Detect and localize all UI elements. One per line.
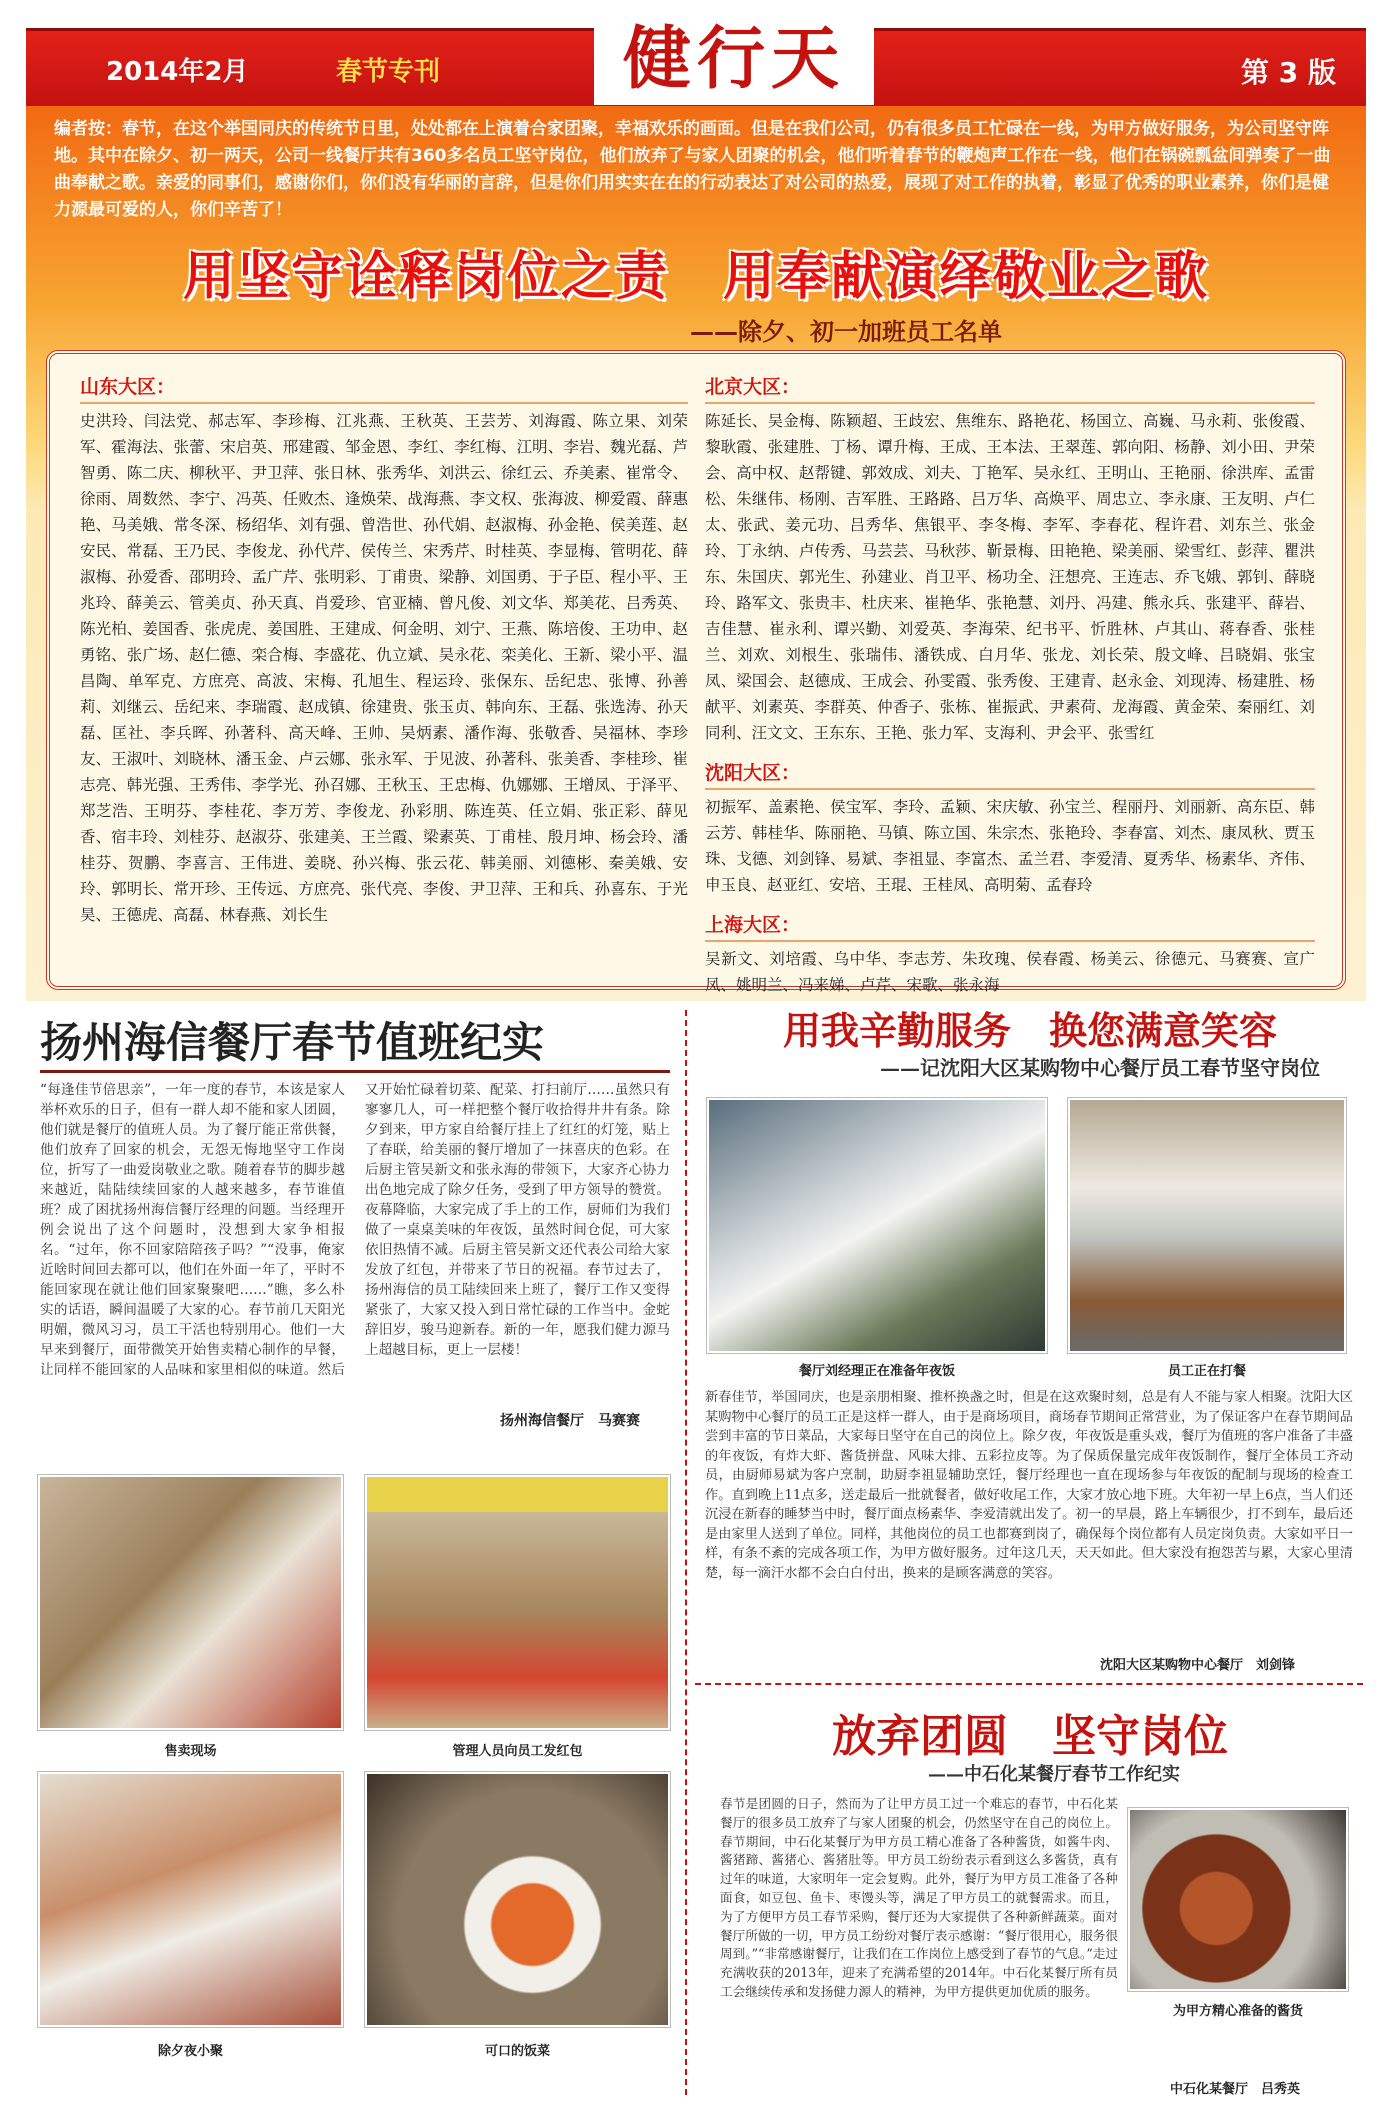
article1-body: “每逢佳节倍思亲”，一年一度的春节，本该是家人举杯欢乐的日子，但有一群人却不能和家人团圆，他们就是餐厅的值班人员。为了餐厅能正常供餐，他们放弃了回家的机会，无怨无悔地坚守工作岗位，折写了一曲爱岗敬业之歌。随着春节的脚步越来越近，陆陆续续回家的人越来越多，春节谁值班？成了困扰扬州海信餐厅经理的问题。当经理开例会说出了这个问题时，没想到大家争相报名。“过年，你不回家陪陪孩子吗？”“没事，俺家近啥时间回去都可以，他们在外面一年了，平时不能回家现在就让他们回家聚聚吧……”瞧，多么朴实的话语，瞬间温暖了大家的心。春节前几天阳光明媚，微风习习，员工干活也特别用心。他们一大早来到餐厅，面带微笑开始售卖精心制作的早餐，让同样不能回家的人品味和家里相似的味道。然后又开始忙碌着切菜、配菜、打扫前厅……虽然只有寥寥几人，可一样把整个餐厅收拾得井井有条。除夕到来，甲方家自给餐厅挂上了红红的灯笼，贴上了春联，给美丽的餐厅增加了一抹喜庆的色彩。在后厨主管吴新文和张永海的带领下，大家齐心协力出色地完成了除夕任务，受到了甲方领导的赞赏。夜幕降临，大家完成了手上的工作，厨师们为我们做了一桌桌美味的年夜饭，虽然时间仓促，可大家依旧热情不减。后厨主管吴新文还代表公司给大家发放了红包，并带来了节日的祝福。春节过去了，扬州海信的员工陆续回来上班了，餐厅工作又变得紧张了，大家又投入到日常忙碌的工作当中。金蛇辞旧岁，骏马迎新春。新的一年，愿我们健力源马上超越目标，更上一层楼！ <box>40 1082 670 1378</box>
names-shenyang: 初振军、盖素艳、侯宝军、李玲、孟颖、宋庆敏、孙宝兰、程丽丹、刘丽新、高东臣、韩云芳、韩桂华、陈丽艳、马镇、陈立国、朱宗杰、张艳玲、李春富、刘杰、康凤秋、贾玉珠、戈德、刘剑锋、易斌、李祖显、李富杰、孟兰君、李爱清、夏秀华、杨素华、齐伟、申玉良、赵亚红、安培、王琨、王桂凤、高明菊、孟春玲 <box>705 798 1315 894</box>
masthead-logo: 健行天 <box>594 9 874 109</box>
names-beijing: 陈延长、吴金梅、陈颖超、王歧宏、焦维东、路艳花、杨国立、高巍、马永莉、张俊霞、黎耿霞、张建胜、丁杨、谭升梅、王成、王本法、王翠莲、郭向阳、杨静、刘小田、尹荣会、高中权、赵帮键、郭效成、刘夫、丁艳军、吴永红、王明山、王艳丽、徐洪库、孟雷松、朱继伟、杨刚、吉军胜、王路路、吕万华、高焕平、周忠立、李永康、王友明、卢仁太、张武、姜元功、吕秀华、焦银平、李冬梅、李军、李春花、程许君、刘东兰、张金玲、丁永纳、卢传秀、马芸芸、马秋莎、靳景梅、田艳艳、梁美丽、梁雪红、彭萍、瞿洪东、朱国庆、郭光生、孙建业、肖卫平、杨功全、汪想亮、王连志、乔飞娥、郭钊、薛晓玲、路军文、张贵丰、杜庆来、崔艳华、张艳慧、刘丹、冯建、熊永兵、张建平、薛岩、吉佳慧、崔永利、谭兴勤、刘爱英、李海荣、纪书平、忻胜林、卢其山、蒋春香、张桂兰、刘欢、刘根生、张瑞伟、潘铁成、白月华、张龙、刘长荣、殷文峰、吕晓娟、张宝凤、梁国会、赵德成、王成会、孙雯霞、张秀俊、王建青、赵永金、刘现涛、杨建胜、杨献平、刘素英、李群英、仲香子、张栋、崔振武、尹素荷、龙海霞、黄金荣、秦丽红、刘同利、汪文文、王东东、王艳、张力军、支海利、尹会平、张雪红 <box>705 412 1315 742</box>
main-subheadline: ——除夕、初一加班员工名单 <box>690 318 1002 346</box>
caption-serving-meals: 员工正在打餐 <box>1167 1364 1246 1379</box>
caption-tasty-dishes: 可口的饭菜 <box>484 2044 550 2059</box>
photo-sales-scene <box>38 1475 343 1730</box>
issue-date: 2014年2月 <box>106 57 249 87</box>
article3-subtitle: ——中石化某餐厅春节工作纪实 <box>928 1764 1180 1785</box>
photo-serving-meals <box>1068 1098 1346 1353</box>
region-label-shenyang: 沈阳大区： <box>705 760 1315 790</box>
caption-red-envelopes: 管理人员向员工发红包 <box>452 1744 583 1759</box>
article2-bottom-rule <box>695 1683 1363 1685</box>
caption-manager-preparing: 餐厅刘经理正在准备年夜饭 <box>798 1364 955 1379</box>
article2-title: 用我辛勤服务 换您满意笑容 <box>782 1008 1277 1053</box>
article2-subtitle: ——记沈阳大区某购物中心餐厅员工春节坚守岗位 <box>880 1056 1320 1080</box>
article3-body: 春节是团圆的日子，然而为了让甲方员工过一个难忘的春节，中石化某餐厅的很多员工放弃了与家人团聚的机会，仍然坚守在自己的岗位上。春节期间，中石化某餐厅为甲方员工精心准备了各种酱货，如酱牛肉、酱猪蹄、酱猪心、酱猪肚等。甲方员工纷纷表示看到这么多酱货，真有过年的味道，大家明年一定会复购。此外，餐厅为甲方员工准备了各种面食，如豆包、鱼卡、枣馒头等，满足了甲方员工的就餐需求。而且，为了方便甲方员工春节采购，餐厅还为大家提供了各种新鲜蔬菜。面对餐厅所做的一切，甲方员工纷纷对餐厅表示感谢：“餐厅很用心，服务很周到。”“非常感谢餐厅，让我们在工作岗位上感受到了春节的气息。”走过充满收获的2013年，迎来了充满希望的2014年。中石化某餐厅所有员工会继续传承和发扬健力源人的精神，为甲方提供更加优质的服务。 <box>720 1796 1118 1999</box>
region-label-beijing: 北京大区： <box>705 374 1315 404</box>
caption-new-year-eve-dinner: 除夕夜小聚 <box>157 2044 223 2059</box>
article1-title: 扬州海信餐厅春节值班纪实 <box>40 1018 545 1067</box>
special-issue-label: 春节专刊 <box>336 57 441 87</box>
article1-title-rule <box>40 1070 670 1073</box>
region-label-shandong: 山东大区： <box>80 374 688 404</box>
edition-number: 第 3 版 <box>1241 56 1336 89</box>
masthead <box>26 19 1366 106</box>
article2-body: 新春佳节，举国同庆，也是亲朋相聚、推杯换盏之时，但是在这欢聚时刻，总是有人不能与家人相聚。沈阳大区某购物中心餐厅的员工正是这样一群人，由于是商场项目，商场春节期间正常营业，为了保证客户在春节期间品尝到丰富的节日菜品，大家每日坚守在自己的岗位上。除夕夜，年夜饭是重头戏，餐厅为值班的客户准备了丰盛的年夜饭，有炸大虾、酱货拼盘、风味大排、五彩拉皮等。为了保质保量完成年夜饭制作，餐厅全体员工齐动员，由厨师易斌为客户烹制，助厨李祖显辅助烹饪，餐厅经理也一直在现场参与年夜饭的配制与现场的检查工作。直到晚上11点多，送走最后一批就餐者，做好收尾工作，大家才放心地下班。大年初一早上6点，当人们还沉浸在新春的睡梦当中时，餐厅面点杨素华、李爱清就出发了。初一的早晨，路上车辆很少，打不到车，最后还是由家里人送到了单位。同样，其他岗位的员工也都赛到岗了，确保每个岗位都有人员定岗负责。大家如平日一样，有条不紊的完成各项工作，为甲方做好服务。过年这几天，天天如此。但大家没有抱怨苦与累，大家心里清楚，每一滴汗水都不会白白付出，换来的是顾客满意的笑容。 <box>705 1390 1353 1581</box>
photo-sauce-meats <box>1128 1808 1348 1991</box>
names-shanghai: 吴新文、刘培霞、乌中华、李志芳、朱玫瑰、侯春霞、杨美云、徐德元、马赛赛、宣广凤、姚明兰、冯来娣、卢芹、宋歌、张永海 <box>705 950 1315 994</box>
names-shandong: 史洪玲、闫法党、郝志军、李珍梅、江兆燕、王秋英、王芸芳、刘海霞、陈立果、刘荣军、霍海法、张蕾、宋启英、邢建霞、邹金恩、李红、李红梅、江明、李岩、魏光磊、芦智勇、陈二庆、柳秋平、尹卫萍、张日林、张秀华、刘洪云、徐红云、乔美素、崔常令、徐雨、周数然、李宁、冯英、任败杰、逢焕荣、战海燕、李文权、张海波、柳爱霞、薛惠艳、马美娥、常冬深、杨绍华、刘有强、曾浩世、孙代娟、赵淑梅、孙金艳、侯美莲、赵安民、常磊、王乃民、李俊龙、孙代芹、侯传兰、宋秀芹、时桂英、李显梅、管明花、薛淑梅、孙爱香、邵明玲、孟广芹、张明彩、丁甫贵、梁静、刘国勇、于子臣、程小平、王兆玲、薛美云、管美贞、孙天真、肖爱珍、官亚楠、曾凡俊、刘文华、郑美花、吕秀英、陈光柏、姜国香、张虎虎、姜国胜、王建成、何金明、刘宁、王燕、陈培俊、王功申、赵勇铭、张广场、赵仁德、栾合梅、李盛花、仇立斌、吴永花、栾美化、王新、梁小平、温昌陶、单军克、方庶亮、高波、宋梅、孔旭生、程运玲、张保东、岳纪忠、张博、孙善莉、刘继云、岳纪来、李瑞霞、赵成镇、徐建贵、张玉贞、韩向东、王磊、张选涛、孙天磊、匡社、李兵晖、孙著科、高天峰、王帅、吴炳素、潘作海、张敬香、吴福林、李珍友、王淑叶、刘晓林、潘玉金、卢云娜、张永军、于见波、孙著科、张美香、李桂珍、崔志亮、韩光强、王秀伟、李学光、孙召娜、王秋玉、王忠梅、仇娜娜、王增凤、于泽平、郑芝浩、王明芬、李桂花、李万芳、李俊龙、孙彩朋、陈连英、任立娟、张正彩、薛见香、宿丰玲、刘桂芬、赵淑芬、张建美、王兰霞、梁素英、丁甫桂、殷月坤、杨会玲、潘桂芬、贺鹏、李喜言、王伟进、姜晓、孙兴梅、张云花、韩美丽、刘德彬、秦美娥、安玲、郭明长、常开珍、王传远、方庶亮、张代亮、李俊、尹卫萍、王和兵、孙喜东、于光昊、王德虎、高磊、林春燕、刘长生 <box>80 412 688 924</box>
photo-tasty-dishes <box>365 1772 670 2027</box>
editor-note: 编者按：春节，在这个举国同庆的传统节日里，处处都在上演着合家团聚，幸福欢乐的画面。但是在我们公司，仍有很多员工忙碌在一线，为甲方做好服务，为公司坚守阵地。其中在除夕、初一两天，公司一线餐厅共有360多名员工坚守岗位，他们放弃了与家人团聚的机会，他们听着春节的鞭炮声工作在一线，他们在锅碗瓢盆间弹奏了一曲曲奉献之歌。亲爱的同事们，感谢你们，你们没有华丽的言辞，但是你们用实实在在的行动表达了对公司的热爱，展现了对工作的执着，彰显了优秀的职业素养，你们是健力源最可爱的人，你们辛苦了！ <box>54 119 1331 220</box>
hero-section <box>26 106 1366 1001</box>
article3-byline: 中石化某餐厅 吕秀英 <box>1170 2082 1301 2097</box>
name-list-right-column <box>705 374 1315 1012</box>
caption-sauce-meats: 为甲方精心准备的酱货 <box>1172 2004 1303 2019</box>
photo-manager-preparing <box>707 1098 1047 1353</box>
article1-byline: 扬州海信餐厅 马赛赛 <box>500 1413 640 1429</box>
photo-red-envelopes <box>365 1475 670 1730</box>
article3-title: 放弃团圆 坚守岗位 <box>832 1711 1228 1762</box>
main-headline: 用坚守诠释岗位之责 用奉献演绎敬业之歌 <box>182 247 1209 307</box>
column-divider <box>685 1010 687 2095</box>
caption-sales-scene: 售卖现场 <box>164 1744 217 1759</box>
name-list-left-column <box>80 374 688 942</box>
region-label-shanghai: 上海大区： <box>705 912 1315 942</box>
name-list-frame <box>46 350 1346 994</box>
article2-byline: 沈阳大区某购物中心餐厅 刘剑锋 <box>1100 1658 1296 1673</box>
photo-new-year-eve-dinner <box>38 1772 343 2027</box>
